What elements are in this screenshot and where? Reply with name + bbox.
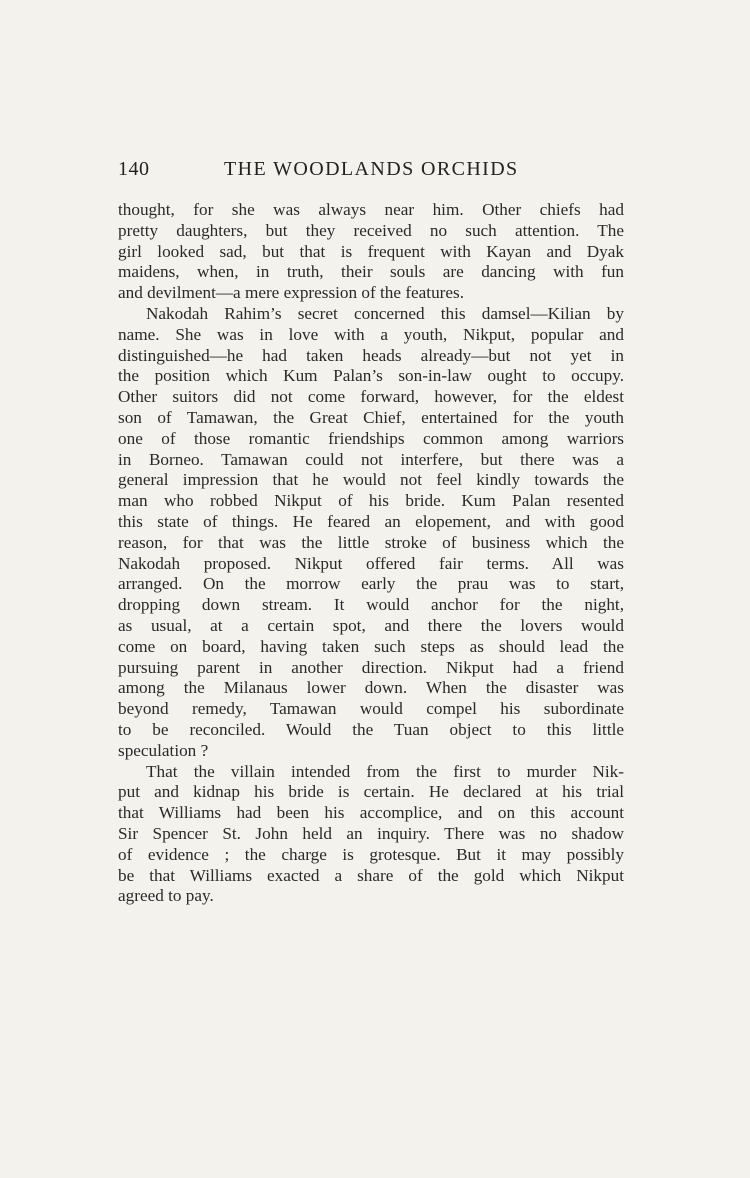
text-line: That the villain intended from the first to murder Nik-	[146, 761, 624, 781]
text-line: son of Tamawan, the Great Chief, entertained for the youth	[118, 407, 624, 427]
page-number: 140	[118, 158, 150, 180]
text-line: pursuing parent in another direction. Nikput had a friend	[118, 657, 624, 677]
text-line: this state of things. He feared an elopement, and with good	[118, 511, 624, 531]
text-line: of evidence ; the charge is grotesque. But it may possibly	[118, 844, 624, 864]
text-line: general impression that he would not feel kindly towards the	[118, 470, 624, 490]
text-line: dropping down stream. It would anchor for the night,	[118, 595, 624, 615]
text-line: beyond remedy, Tamawan would compel his subordinate	[118, 699, 624, 719]
paragraph-3	[118, 762, 624, 908]
text-line: put and kidnap his bride is certain. He declared at his trial	[118, 782, 624, 802]
text-line: agreed to pay.	[118, 886, 214, 906]
text-line: Other suitors did not come forward, however, for the eldest	[118, 387, 624, 407]
running-title: THE WOODLANDS ORCHIDS	[224, 158, 519, 180]
text-line: one of those romantic friendships common among warriors	[118, 428, 624, 448]
text-line: come on board, having taken such steps as should lead the	[118, 636, 624, 656]
page-header	[118, 156, 626, 190]
paragraph-1	[118, 200, 624, 304]
text-line: Nakodah Rahim’s secret concerned this damsel—Kilian by	[146, 303, 624, 323]
text-line: that Williams had been his accomplice, and on this account	[118, 803, 624, 823]
text-line: among the Milanaus lower down. When the disaster was	[118, 678, 624, 698]
text-line: the position which Kum Palan’s son-in-law ought to occupy.	[118, 366, 624, 386]
text-line: maidens, when, in truth, their souls are dancing with fun	[118, 262, 624, 282]
paragraph-2	[118, 304, 624, 762]
body-text	[118, 200, 624, 907]
text-line: thought, for she was always near him. Other chiefs had	[118, 200, 624, 219]
text-line: in Borneo. Tamawan could not interfere, but there was a	[118, 449, 624, 469]
text-line: Sir Spencer St. John held an inquiry. There was no shadow	[118, 823, 624, 843]
text-line: girl looked sad, but that is frequent with Kayan and Dyak	[118, 241, 624, 261]
text-line: pretty daughters, but they received no such attention. The	[118, 220, 624, 240]
text-line: reason, for that was the little stroke of business which the	[118, 532, 624, 552]
text-line: Nakodah proposed. Nikput offered fair terms. All was	[118, 553, 624, 573]
text-line: man who robbed Nikput of his bride. Kum Palan resented	[118, 491, 624, 511]
text-line: to be reconciled. Would the Tuan object to this little	[118, 719, 624, 739]
text-line: as usual, at a certain spot, and there the lovers would	[118, 615, 624, 635]
text-line: distinguished—he had taken heads already—but not yet in	[118, 345, 624, 365]
text-line: name. She was in love with a youth, Nikput, popular and	[118, 324, 624, 344]
text-line: arranged. On the morrow early the prau was to start,	[118, 574, 624, 594]
text-line: speculation ?	[118, 740, 209, 760]
text-line: and devilment—a mere expression of the features.	[118, 283, 465, 303]
text-line: be that Williams exacted a share of the gold which Nikput	[118, 865, 624, 885]
